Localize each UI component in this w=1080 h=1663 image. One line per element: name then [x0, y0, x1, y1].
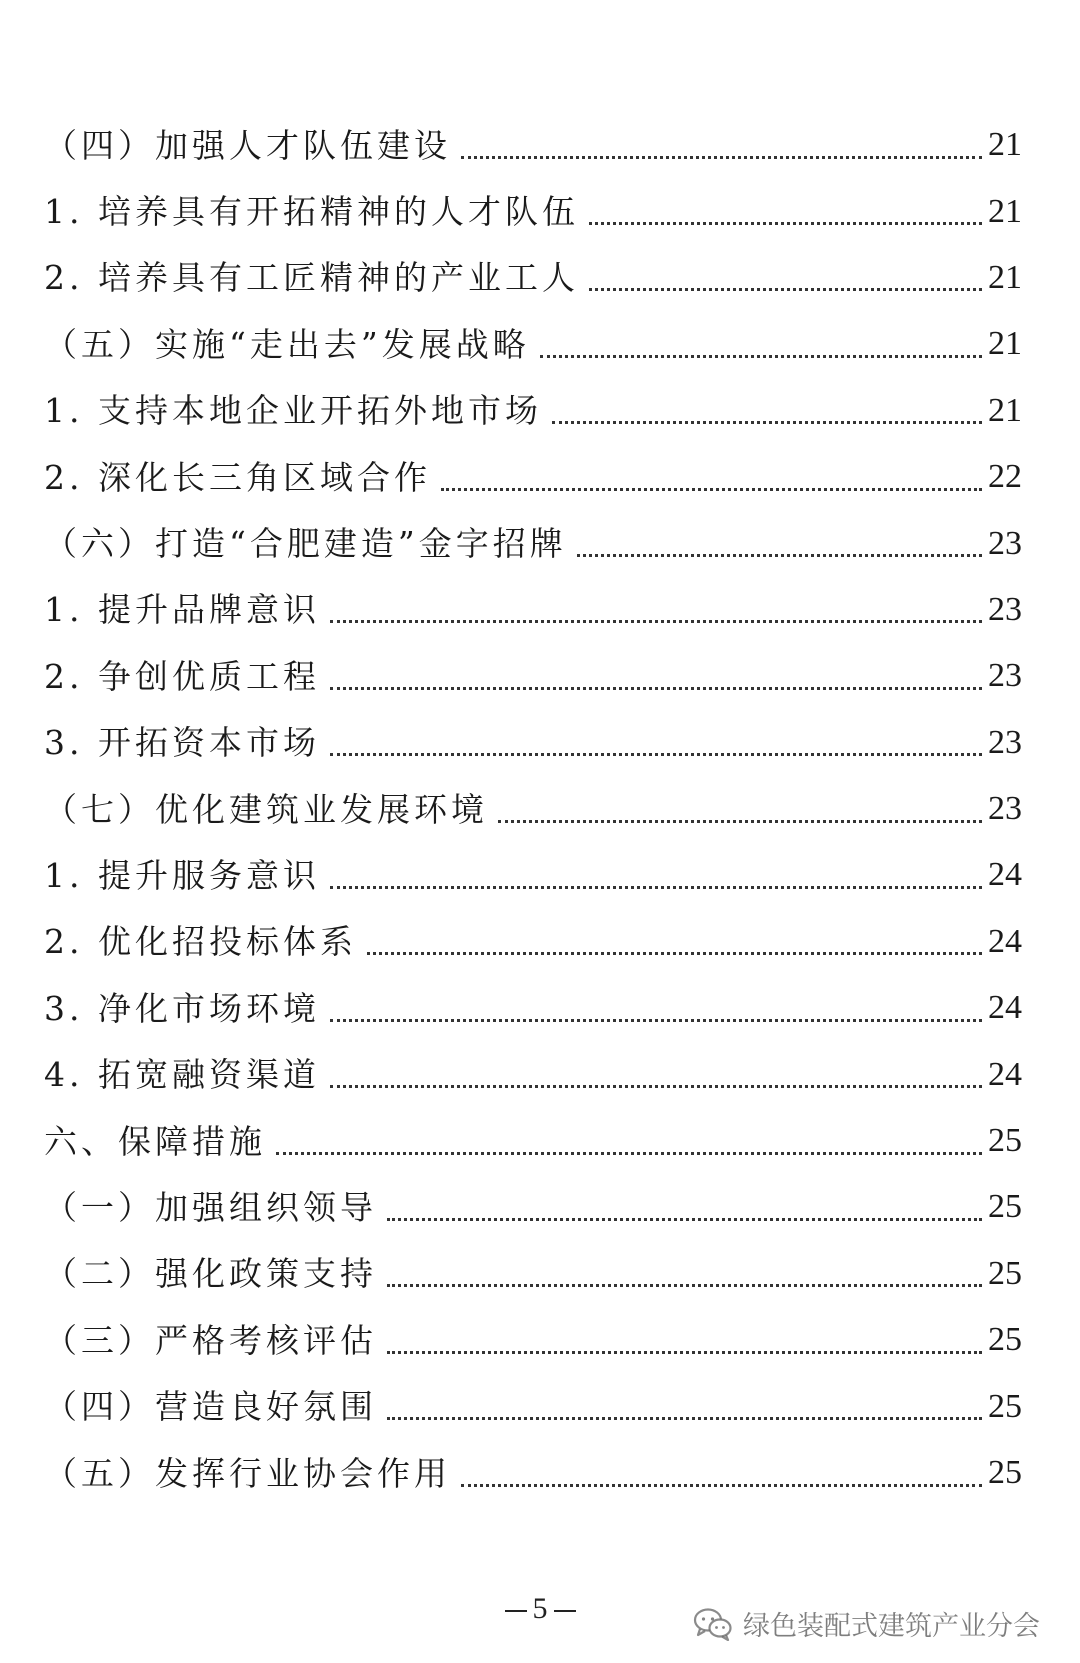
toc-leader-dots	[589, 222, 982, 225]
toc-entry-page: 23	[988, 790, 1022, 828]
toc-entry-page: 25	[988, 1188, 1022, 1226]
toc-entry[interactable]	[44, 842, 1022, 908]
toc-entry-label: 3. 开拓资本市场	[44, 723, 320, 763]
toc-entry-label: （四）加强人才队伍建设	[44, 125, 451, 165]
toc-leader-dots	[387, 1351, 982, 1354]
toc-leader-dots	[589, 288, 982, 291]
toc-entry-label: （一）加强组织领导	[44, 1187, 377, 1227]
toc-entry-page: 24	[988, 1055, 1022, 1093]
toc-entry[interactable]	[44, 776, 1022, 842]
toc-entry[interactable]	[44, 577, 1022, 643]
toc-entry-page: 24	[988, 922, 1022, 960]
toc-entry[interactable]	[44, 1440, 1022, 1506]
toc-entry-label: （四）营造良好氛围	[44, 1387, 377, 1427]
toc-entry[interactable]	[44, 1241, 1022, 1307]
toc-entry-page: 24	[988, 856, 1022, 894]
toc-leader-dots	[330, 886, 982, 889]
toc-entry-label: 3. 净化市场环境	[44, 988, 320, 1028]
toc-entry-label: 2. 优化招投标体系	[44, 922, 357, 962]
table-of-contents	[44, 112, 1022, 1506]
toc-entry-label: 1. 支持本地企业开拓外地市场	[44, 391, 542, 431]
toc-leader-dots	[330, 1085, 982, 1088]
toc-entry-label: 1. 提升品牌意识	[44, 590, 320, 630]
toc-entry-page: 23	[988, 590, 1022, 628]
toc-entry-label: 1. 培养具有开拓精神的人才队伍	[44, 192, 579, 232]
toc-entry[interactable]	[44, 643, 1022, 709]
toc-entry-page: 21	[988, 391, 1022, 429]
toc-entry[interactable]	[44, 1307, 1022, 1373]
toc-entry-page: 22	[988, 458, 1022, 496]
watermark-text: 绿色装配式建筑产业分会	[743, 1611, 1040, 1642]
toc-entry-page: 23	[988, 524, 1022, 562]
toc-leader-dots	[330, 620, 982, 623]
toc-entry-page: 21	[988, 325, 1022, 363]
toc-leader-dots	[540, 355, 982, 358]
toc-entry[interactable]	[44, 710, 1022, 776]
toc-entry-label: 2. 培养具有工匠精神的产业工人	[44, 258, 579, 298]
toc-entry[interactable]	[44, 975, 1022, 1041]
wechat-icon	[693, 1607, 733, 1641]
toc-entry-label: 六、保障措施	[44, 1121, 266, 1161]
toc-entry-page: 25	[988, 1122, 1022, 1160]
toc-entry-page: 21	[988, 192, 1022, 230]
page-number-dash	[505, 1610, 527, 1612]
toc-leader-dots	[387, 1417, 982, 1420]
toc-leader-dots	[387, 1218, 982, 1221]
toc-entry-label: 1. 提升服务意识	[44, 855, 320, 895]
toc-entry[interactable]	[44, 1108, 1022, 1174]
toc-entry-page: 25	[988, 1387, 1022, 1425]
toc-entry[interactable]	[44, 245, 1022, 311]
toc-entry[interactable]	[44, 378, 1022, 444]
toc-entry-label: （五）发挥行业协会作用	[44, 1453, 451, 1493]
toc-leader-dots	[461, 156, 982, 159]
toc-entry-page: 21	[988, 258, 1022, 296]
toc-entry-label: （二）强化政策支持	[44, 1254, 377, 1294]
toc-entry-page: 23	[988, 657, 1022, 695]
toc-leader-dots	[577, 554, 982, 557]
toc-entry-page: 25	[988, 1454, 1022, 1491]
toc-entry-label: （七）优化建筑业发展环境	[44, 789, 488, 829]
page-number-dash	[554, 1610, 576, 1612]
toc-entry-page: 25	[988, 1321, 1022, 1359]
toc-entry-page: 24	[988, 989, 1022, 1027]
toc-leader-dots	[276, 1152, 982, 1155]
toc-entry-label: 2. 深化长三角区域合作	[44, 457, 431, 497]
toc-leader-dots	[498, 820, 982, 823]
toc-entry-label: 4. 拓宽融资渠道	[44, 1055, 320, 1095]
toc-leader-dots	[461, 1484, 982, 1487]
toc-leader-dots	[330, 1019, 982, 1022]
toc-leader-dots	[441, 488, 982, 491]
toc-entry-label: （三）严格考核评估	[44, 1320, 377, 1360]
toc-leader-dots	[387, 1284, 982, 1287]
page-number-text: 5	[532, 1592, 548, 1625]
watermark	[693, 1604, 1040, 1643]
toc-entry[interactable]	[44, 510, 1022, 576]
toc-entry[interactable]	[44, 1174, 1022, 1240]
toc-entry-label: （六）打造“合肥建造”金字招牌	[44, 524, 567, 564]
toc-entry-page: 21	[988, 126, 1022, 164]
toc-entry[interactable]	[44, 444, 1022, 510]
toc-entry-label: （五）实施“走出去”发展战略	[44, 324, 530, 364]
toc-leader-dots	[552, 421, 982, 424]
toc-entry[interactable]	[44, 112, 1022, 178]
toc-leader-dots	[330, 687, 982, 690]
toc-leader-dots	[367, 952, 982, 955]
toc-entry[interactable]	[44, 1041, 1022, 1107]
toc-entry-page: 23	[988, 723, 1022, 761]
toc-entry[interactable]	[44, 178, 1022, 244]
toc-entry[interactable]	[44, 311, 1022, 377]
toc-entry-page: 25	[988, 1254, 1022, 1292]
toc-leader-dots	[330, 753, 982, 756]
toc-entry-label: 2. 争创优质工程	[44, 656, 320, 696]
toc-entry[interactable]	[44, 909, 1022, 975]
toc-entry[interactable]	[44, 1373, 1022, 1439]
